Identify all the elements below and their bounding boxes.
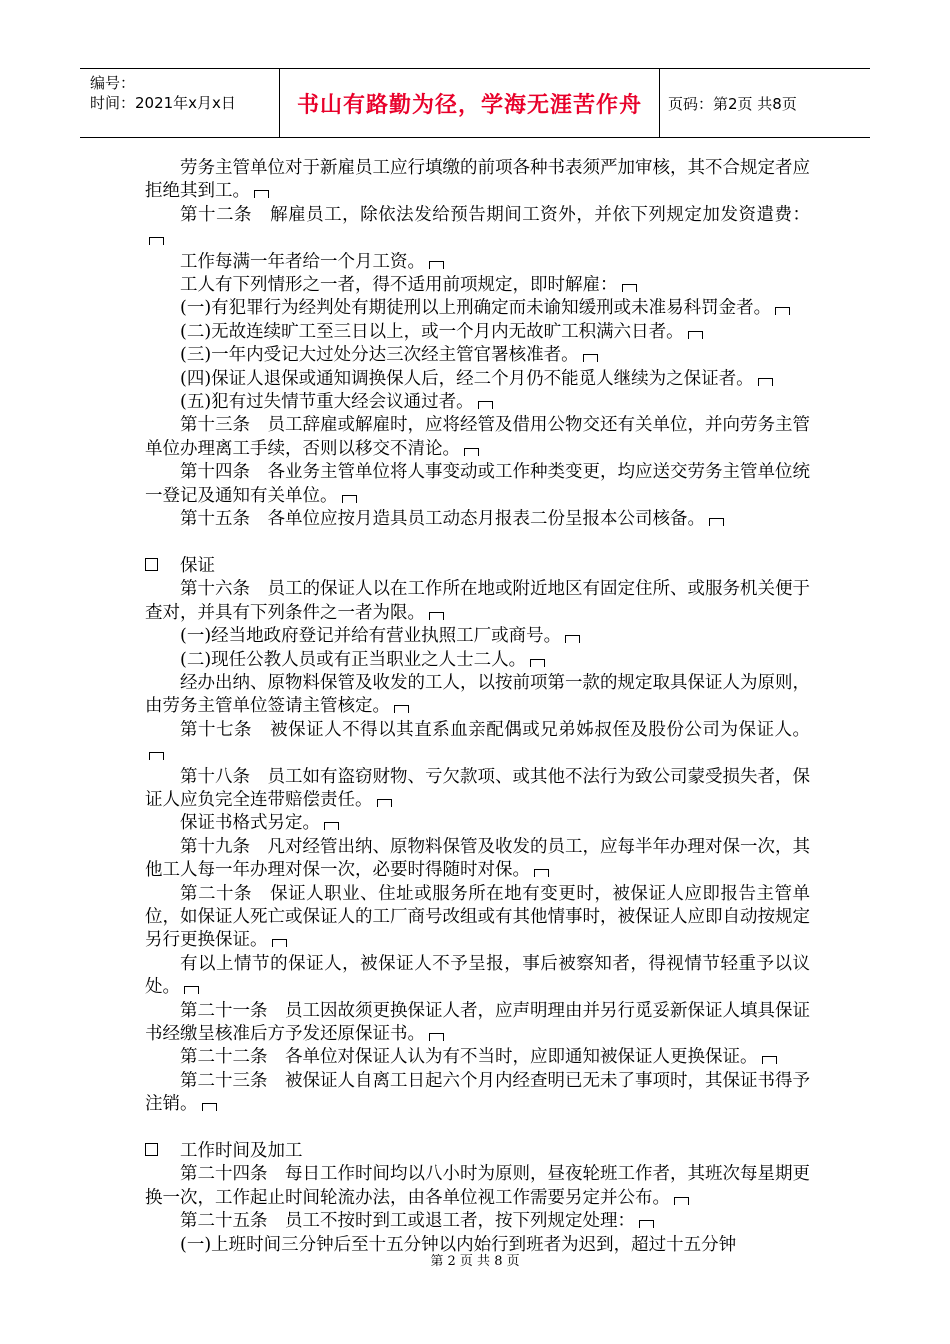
paragraph-mark-icon (429, 1033, 444, 1041)
checkbox-square-icon (145, 1143, 158, 1156)
paragraph (145, 1210, 810, 1233)
paragraph-mark-icon (254, 190, 269, 198)
paragraph-text: 第二十二条 各单位对保证人认为有不当时，应即通知被保证人更换保证。 (180, 1047, 758, 1068)
paragraph (145, 321, 810, 344)
page-header (80, 68, 870, 138)
paragraph-text: (五)犯有过失情节重大经会议通过者。 (180, 392, 474, 413)
paragraph (145, 812, 810, 835)
paragraph-text: 工作每满一年者给一个月工资。 (180, 251, 425, 272)
paragraph-text: 工人有下列情形之一者，得不适用前项规定，即时解雇： (180, 275, 618, 296)
document-body (145, 157, 810, 1257)
paragraph-mark-icon (565, 635, 580, 643)
paragraph (145, 297, 810, 320)
paragraph (145, 953, 810, 1000)
paragraph-mark-icon (674, 1197, 689, 1205)
time-label: 时间：2021年x月x日 (90, 94, 236, 112)
paragraph (145, 274, 810, 297)
header-slogan: 书山有路勤为径，学海无涯苦作舟 (280, 69, 660, 137)
paragraph (145, 414, 810, 461)
paragraph (145, 1070, 810, 1117)
paragraph-text: 第二十三条 被保证人自离工日起六个月内经查明已无未了事项时，其保证书得予注销。 (145, 1070, 810, 1115)
paragraph (145, 719, 810, 766)
paragraph-mark-icon (688, 331, 703, 339)
paragraph-mark-icon (709, 518, 724, 526)
paragraph-mark-icon (342, 495, 357, 503)
paragraph (145, 1046, 810, 1069)
paragraph (145, 508, 810, 531)
paragraph-text: (一)有犯罪行为经判处有期徒刑以上刑确定而未谕知缓刑或未准易科罚金者。 (180, 298, 772, 319)
paragraph (145, 836, 810, 883)
paragraph (145, 251, 810, 274)
paragraph-text: 第二十四条 每日工作时间均以八小时为原则，昼夜轮班工作者，其班次每星期更换一次，工作起止时间轮流办法，由各单位视工作需要另定并公布。 (145, 1164, 810, 1208)
paragraph-mark-icon (149, 752, 164, 760)
paragraph (145, 204, 810, 251)
paragraph-mark-icon (530, 659, 545, 667)
paragraph-text: 第十八条 员工如有盗窃财物、亏欠款项、或其他不法行为致公司蒙受损失者，保证人应负完全连带赔偿责任。 (145, 766, 810, 810)
paragraph (145, 157, 810, 204)
section-title: 保证 (180, 555, 215, 576)
paragraph-text: 劳务主管单位对于新雇员工应行填缴的前项各种书表须严加审核，其不合规定者应拒绝其到工。 (145, 158, 810, 202)
paragraph (145, 883, 810, 953)
checkbox-square-icon (145, 558, 158, 571)
paragraph-text: 第十六条 员工的保证人以在工作所在地或附近地区有固定住所、或服务机关便于查对，并具有下列条件之一者为限。 (145, 579, 810, 623)
page-footer: 第 2 页 共 8 页 (430, 1254, 520, 1269)
paragraph-mark-icon (534, 869, 549, 877)
section-heading (145, 555, 810, 578)
paragraph-mark-icon (639, 1220, 654, 1228)
paragraph (145, 1000, 810, 1047)
paragraph-text: 经办出纳、原物料保管及收发的工人，以按前项第一款的规定取具保证人为原则，由劳务主管单位签请主管核定。 (145, 672, 810, 717)
header-page-label: 页码：第2页 共8页 (668, 94, 797, 113)
paragraph-mark-icon (377, 799, 392, 807)
paragraph-mark-icon (324, 822, 339, 830)
paragraph-text: 第十七条 被保证人不得以其直系血亲配偶或兄弟姊叔侄及股份公司为保证人。 (180, 719, 810, 740)
paragraph-mark-icon (184, 986, 199, 994)
header-meta (80, 69, 280, 137)
paragraph (145, 391, 810, 414)
paragraph-text: (二)无故连续旷工至三日以上，或一个月内无故旷工积满六日者。 (180, 321, 684, 342)
paragraph-text: (四)保证人退保或通知调换保人后，经二个月仍不能觅人继续为之保证者。 (180, 368, 754, 389)
paragraph-mark-icon (622, 284, 637, 292)
paragraph-mark-icon (149, 237, 164, 245)
paragraph-mark-icon (775, 307, 790, 315)
paragraph (145, 344, 810, 367)
paragraph-mark-icon (478, 401, 493, 409)
section-title: 工作时间及加工 (180, 1141, 303, 1162)
paragraph-mark-icon (272, 939, 287, 947)
paragraph-mark-icon (394, 705, 409, 713)
paragraph-text: (一)上班时间三分钟后至十五分钟以内始行到班者为迟到，超过十五分钟 (180, 1234, 737, 1255)
section-heading (145, 1140, 810, 1163)
paragraph-mark-icon (762, 1056, 777, 1064)
paragraph-text: 第二十一条 员工因故须更换保证人者，应声明理由并另行觅妥新保证人填具保证书经缴呈核准后方予发还原保证书。 (145, 1000, 810, 1045)
paragraph-mark-icon (429, 261, 444, 269)
paragraph-text: 第二十五条 员工不按时到工或退工者，按下列规定处理： (180, 1211, 635, 1232)
paragraph-text: 第十五条 各单位应按月造具员工动态月报表二份呈报本公司核备。 (180, 509, 705, 530)
code-label: 编号： (90, 74, 136, 92)
paragraph-text: (二)现任公教人员或有正当职业之人士二人。 (180, 649, 527, 670)
paragraph-text: 有以上情节的保证人，被保证人不予呈报，事后被察知者，得视情节轻重予以议处。 (145, 953, 810, 998)
paragraph-mark-icon (202, 1103, 217, 1111)
paragraph-text: 第二十条 保证人职业、住址或服务所在地有变更时，被保证人应即报告主管单位，如保证人死亡或保证人的工厂商号改组或有其他情事时，被保证人应即自动按规定另行更换保证。 (145, 883, 810, 951)
paragraph-text: 第十二条 解雇员工，除依法发给预告期间工资外，并依下列规定加发资遣费： (180, 204, 810, 225)
paragraph-text: 第十四条 各业务主管单位将人事变动或工作种类变更，均应送交劳务主管单位统一登记及通知有关单位。 (145, 462, 810, 506)
paragraph-text: 保证书格式另定。 (180, 813, 320, 834)
paragraph-text: 第十九条 凡对经管出纳、原物料保管及收发的员工，应每半年办理对保一次，其他工人每一年办理对保一次，必要时得随时对保。 (145, 836, 810, 881)
paragraph (145, 649, 810, 672)
paragraph-mark-icon (464, 448, 479, 456)
paragraph-mark-icon (583, 354, 598, 362)
paragraph (145, 766, 810, 813)
paragraph (145, 368, 810, 391)
paragraph (145, 1163, 810, 1210)
paragraph (145, 578, 810, 625)
paragraph-mark-icon (429, 612, 444, 620)
paragraph-mark-icon (758, 378, 773, 386)
paragraph (145, 461, 810, 508)
paragraph-text: (三)一年内受记大过处分达三次经主管官署核准者。 (180, 345, 579, 366)
paragraph (145, 672, 810, 719)
paragraph-text: 第十三条 员工辞雇或解雇时，应将经管及借用公物交还有关单位，并向劳务主管单位办理离工手续，否则以移交不清论。 (145, 415, 810, 459)
paragraph (145, 625, 810, 648)
paragraph-text: (一)经当地政府登记并给有营业执照工厂或商号。 (180, 626, 562, 647)
